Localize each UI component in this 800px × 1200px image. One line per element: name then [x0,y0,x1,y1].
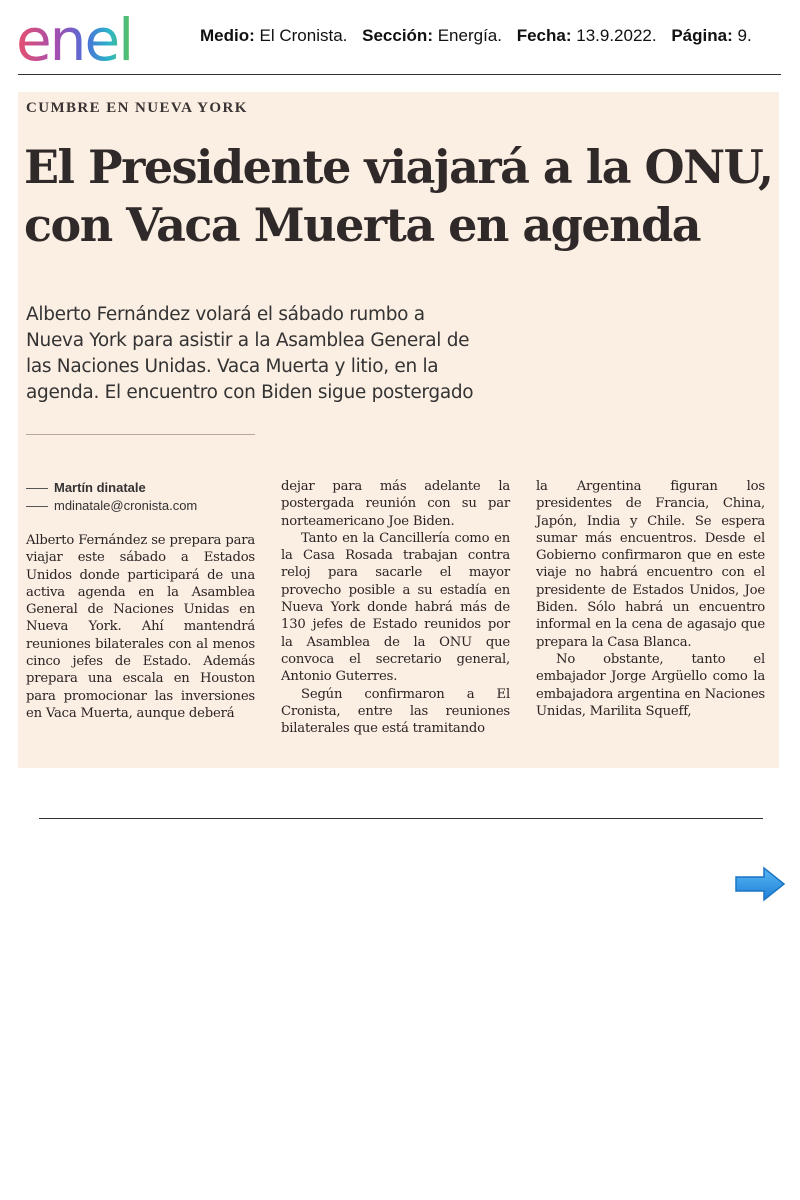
article-clipping [18,92,779,768]
paragraph: la Argentina figuran los presidentes de Francia, China, Japón, India y Chile. Se espera sumar más encuentros. Desde el Gobierno confirmaron que en este viaje no habrá encuentro con el presidente de Estados Unidos, Joe Biden. Sólo habrá un encuentro informal en la cena de agasajo que prepara la Casa Blanca. [536,479,765,650]
medio-value: El Cronista. [259,26,348,45]
author-email: mdinatale@cronista.com [54,498,198,513]
paragraph: No obstante, tanto el embajador Jorge Argüello como la embajadora argentina en Naciones Unidas, Marilita Squeff, [536,651,765,719]
fecha-value: 13.9.2022. [576,26,657,45]
byline-dash [26,506,48,507]
headline-line: El Presidente viajará a la ONU, [24,140,773,194]
footer-divider [39,818,763,819]
author-name: Martín dinatale [54,480,146,495]
subhead-divider [26,434,255,435]
paragraph: dejar para más adelante la postergada reunión con su par norteamericano Joe Biden. [281,479,510,529]
headline-line: con Vaca Muerta en agenda [24,198,701,252]
article-column-2 [281,478,510,737]
fecha-label: Fecha: [516,26,572,45]
byline-dash [26,488,48,489]
pagina-label: Página: [671,26,733,45]
pagina-value: 9. [737,26,752,45]
article-headline [24,138,773,254]
clipping-metadata [200,26,752,46]
enel-logo-text: enel [16,6,133,68]
medio-label: Medio: [200,26,255,45]
article-kicker: CUMBRE EN NUEVA YORK [26,100,248,116]
arrow-right-icon[interactable] [734,866,786,902]
seccion-value: Energía. [437,26,502,45]
subhead-line: Nueva York para asistir a la Asamblea General de [26,330,470,351]
enel-logo [14,6,174,68]
subhead-line: agenda. El encuentro con Biden sigue postergado [26,382,474,403]
author-email-line [26,498,197,513]
header-divider [18,74,781,75]
subhead-line: Alberto Fernández volará el sábado rumbo a [26,304,425,325]
paragraph: Según confirmaron a El Cronista, entre las reuniones bilaterales que está tramitando [281,686,510,737]
author-byline [26,480,146,495]
seccion-label: Sección: [362,26,433,45]
subhead-line: las Naciones Unidas. Vaca Muerta y litio, en la [26,356,439,377]
paragraph: Tanto en la Cancillería como en la Casa Rosada trabajan contra reloj para sacarle el mayor provecho posible a su estadía en Nueva York donde habrá más de 130 jefes de Estado reunidos por la Asamblea de la ONU que convoca el secretario general, Antonio Guterres. [281,530,510,685]
article-column-3 [536,478,765,720]
paragraph: Alberto Fernández se prepara para viajar este sábado a Estados Unidos donde participará de una activa agenda en la Asamblea General de Naciones Unidas en Nueva York. Ahí mantendrá reuniones bilaterales con al menos cinco jefes de Estado. Además prepara una escala en Houston para promocionar las inversiones en Vaca Muerta, aunque deberá [26,533,255,721]
article-column-1 [26,532,255,722]
article-subheadline [26,302,486,406]
